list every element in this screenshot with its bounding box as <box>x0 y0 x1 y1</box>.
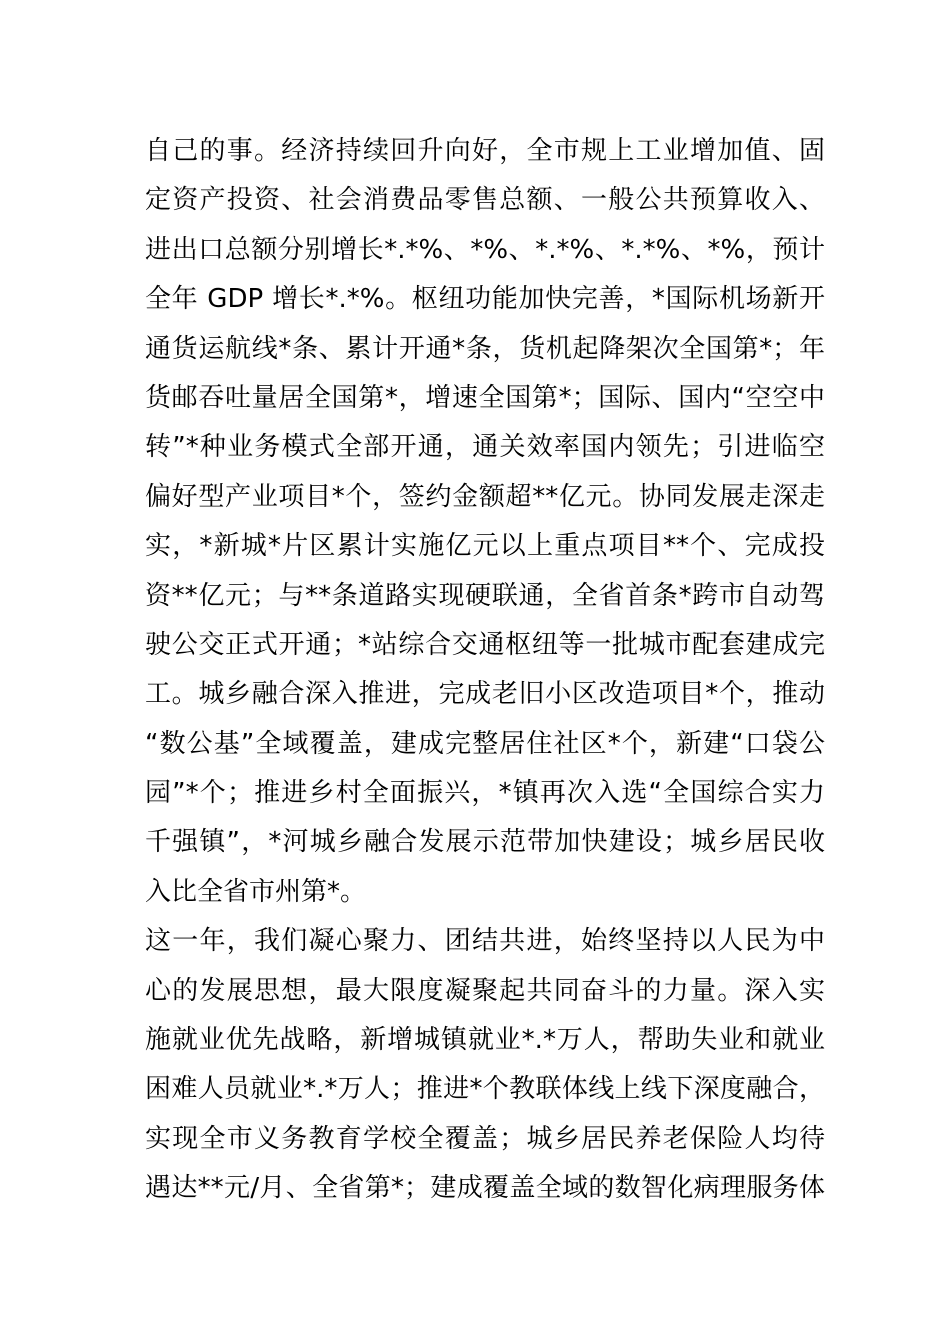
text-line: 困难人员就业*.*万人；推进*个教联体线上线下深度融合， <box>145 1074 825 1105</box>
text-line: 入比全省市州第*。 <box>145 876 367 907</box>
text-line: “数公基”全域覆盖，建成完整居住社区*个，新建“口袋公 <box>145 728 825 759</box>
text-line: 定资产投资、社会消费品零售总额、一般公共预算收入、 <box>145 185 825 216</box>
text-line: 全年 GDP 增长*.*%。枢纽功能加快完善，*国际机场新开 <box>145 284 825 315</box>
text-line: 通货运航线*条、累计开通*条，货机起降架次全国第*；年 <box>145 333 825 364</box>
text-line: 资**亿元；与**条道路实现硬联通，全省首条*跨市自动驾 <box>145 580 825 611</box>
paragraph-economy <box>145 127 825 917</box>
text-line: 园”*个；推进乡村全面振兴，*镇再次入选“全国综合实力 <box>145 778 825 809</box>
text-line: 千强镇”，*河城乡融合发展示范带加快建设；城乡居民收 <box>145 827 825 858</box>
text-line: 货邮吞吐量居全国第*，增速全国第*；国际、国内“空空中 <box>145 382 825 413</box>
text-line: 实，*新城*片区累计实施亿元以上重点项目**个、完成投 <box>145 531 825 562</box>
paragraph-livelihood <box>145 917 825 1213</box>
text-line: 自己的事。经济持续回升向好，全市规上工业增加值、固 <box>145 136 825 166</box>
text-line: 实现全市义务教育学校全覆盖；城乡居民养老保险人均待 <box>145 1123 825 1154</box>
text-line: 工。城乡融合深入推进，完成老旧小区改造项目*个，推动 <box>145 679 825 710</box>
text-line: 驶公交正式开通；*站综合交通枢纽等一批城市配套建成完 <box>145 629 825 660</box>
text-line: 转”*种业务模式全部开通，通关效率国内领先；引进临空 <box>145 432 825 463</box>
body-text <box>145 127 825 1214</box>
text-line: 施就业优先战略，新增城镇就业*.*万人，帮助失业和就业 <box>145 1025 825 1056</box>
text-line: 偏好型产业项目*个，签约金额超**亿元。协同发展走深走 <box>145 481 825 512</box>
text-line: 进出口总额分别增长*.*%、*%、*.*%、*.*%、*%，预计 <box>145 234 825 265</box>
text-line: 心的发展思想，最大限度凝聚起共同奋斗的力量。深入实 <box>145 975 825 1006</box>
text-line: 这一年，我们凝心聚力、团结共进，始终坚持以人民为中 <box>145 926 825 957</box>
text-line: 遇达**元/月、全省第*；建成覆盖全域的数智化病理服务体 <box>145 1173 825 1204</box>
